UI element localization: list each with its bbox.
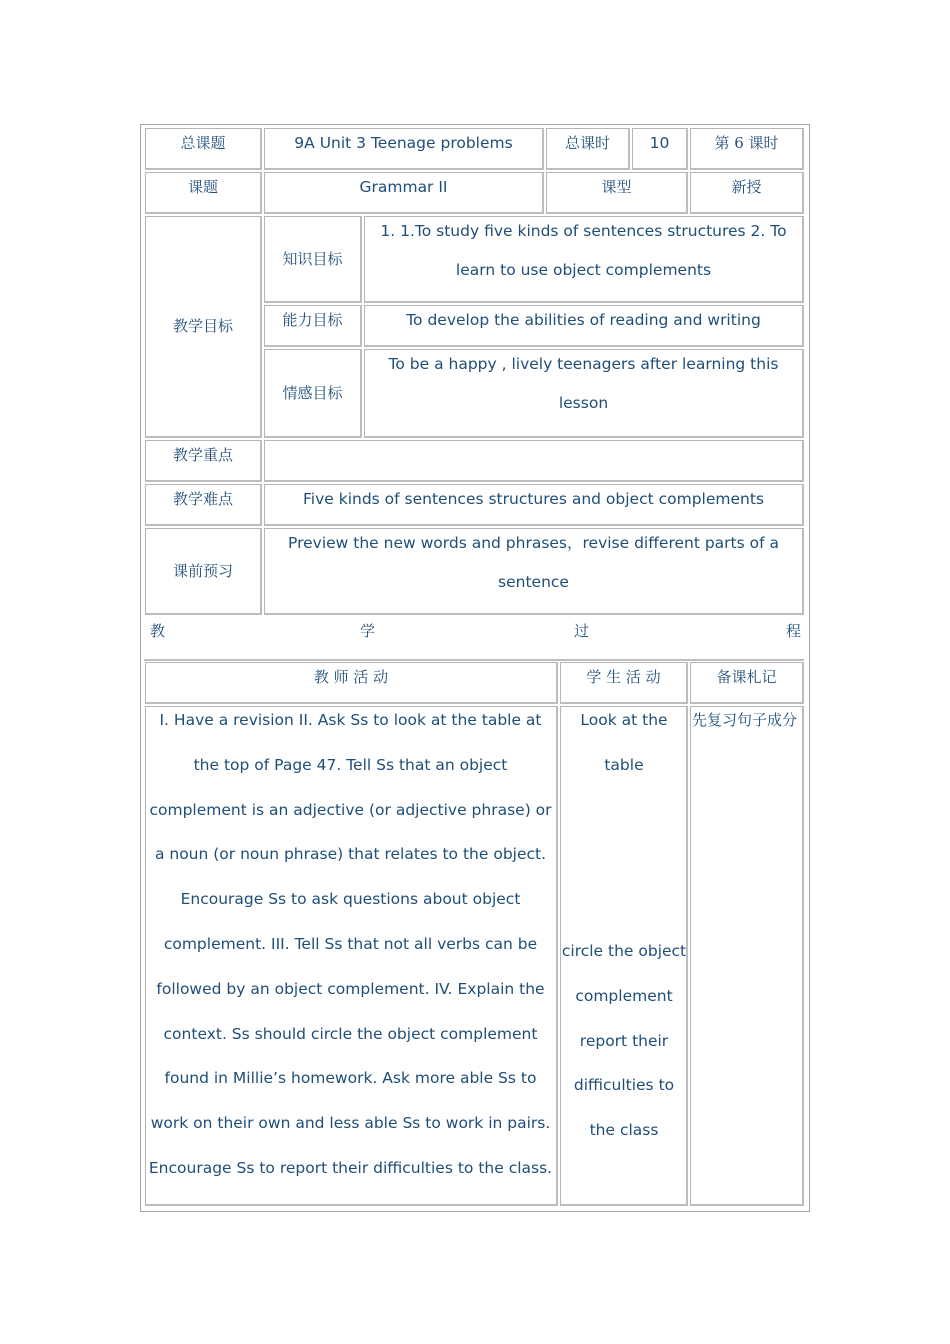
total-hours-value: 10 [632, 128, 688, 170]
preview-label: 课前预习 [145, 528, 262, 615]
process-divider [144, 659, 804, 661]
student-line: the class [589, 1121, 659, 1140]
key-points-label: 教学重点 [145, 440, 262, 482]
process-char-4: 程 [786, 622, 802, 640]
teacher-line: the top of Page 47. Tell Ss that an object [193, 755, 508, 774]
ability-value: To develop the abilities of reading and writing [364, 305, 804, 347]
knowledge-label: 知识目标 [264, 216, 362, 303]
emotion-value [364, 349, 804, 438]
topic-label: 总课题 [145, 128, 262, 170]
student-line: complement [575, 986, 673, 1005]
teacher-line: work on their own and less able Ss to work in pairs. [150, 1114, 551, 1133]
lesson-label: 课题 [145, 172, 262, 214]
total-hours-label: 总课时 [546, 128, 630, 170]
process-char-1: 教 [150, 622, 166, 640]
process-char-3: 过 [574, 622, 590, 640]
emotion-label: 情感目标 [264, 349, 362, 438]
teacher-line: Encourage Ss to report their difficulties to the class. [148, 1158, 553, 1177]
knowledge-value [364, 216, 804, 303]
key-points-value [264, 440, 804, 482]
teacher-line: complement. III. Tell Ss that not all verbs can be [163, 934, 538, 953]
difficult-points-value: Five kinds of sentences structures and object complements [264, 484, 804, 526]
student-activity-header: 学 生 活 动 [560, 662, 688, 704]
student-activity-text-b [558, 929, 690, 1153]
student-line: table [604, 755, 644, 774]
topic-value: 9A Unit 3 Teenage problems [264, 128, 544, 170]
teacher-line: complement is an adjective (or adjective phrase) or [149, 800, 552, 819]
teacher-line: found in Millie’s homework. Ask more able Ss to [164, 1069, 537, 1088]
knowledge-line-2: learn to use object complements [455, 261, 712, 279]
student-line: difficulties to [573, 1076, 675, 1095]
teacher-line: a noun (or noun phrase) that relates to the object. [154, 845, 547, 864]
type-label: 课型 [546, 172, 688, 214]
notes-header: 备课札记 [690, 662, 804, 704]
teacher-activity-header: 教 师 活 动 [145, 662, 558, 704]
emotion-line-1: To be a happy , lively teenagers after learning this [388, 355, 779, 373]
preview-line-2: sentence [498, 573, 569, 591]
student-line: report their [579, 1031, 669, 1050]
lesson-value: Grammar II [264, 172, 544, 214]
preview-value [264, 528, 804, 615]
preview-line-1: Preview the new words and phrases，revise different parts of a [288, 534, 779, 552]
ability-label: 能力目标 [264, 305, 362, 347]
lesson-number: 第 6 课时 [690, 128, 804, 170]
emotion-line-2: lesson [558, 394, 609, 412]
type-value: 新授 [690, 172, 804, 214]
notes-cell [690, 706, 804, 1206]
process-char-2: 学 [360, 622, 376, 640]
student-line: circle the object [561, 942, 687, 960]
process-heading-row [144, 616, 804, 660]
teacher-line: context. Ss should circle the object complement [163, 1024, 538, 1043]
teacher-line: Encourage Ss to ask questions about object [180, 890, 521, 909]
teacher-activity-text [138, 698, 563, 1191]
knowledge-line-1: 1. 1.To study five kinds of sentences structures 2. To [380, 222, 787, 240]
notes-text: 先复习句子成分 [692, 711, 798, 729]
student-activity-text-a [558, 698, 690, 788]
teacher-line: followed by an object complement. IV. Explain the [156, 979, 545, 998]
objectives-label: 教学目标 [145, 216, 262, 438]
student-line: Look at the [580, 711, 668, 729]
teacher-line: I. Have a revision II. Ask Ss to look at the table at [159, 711, 542, 729]
difficult-points-label: 教学难点 [145, 484, 262, 526]
